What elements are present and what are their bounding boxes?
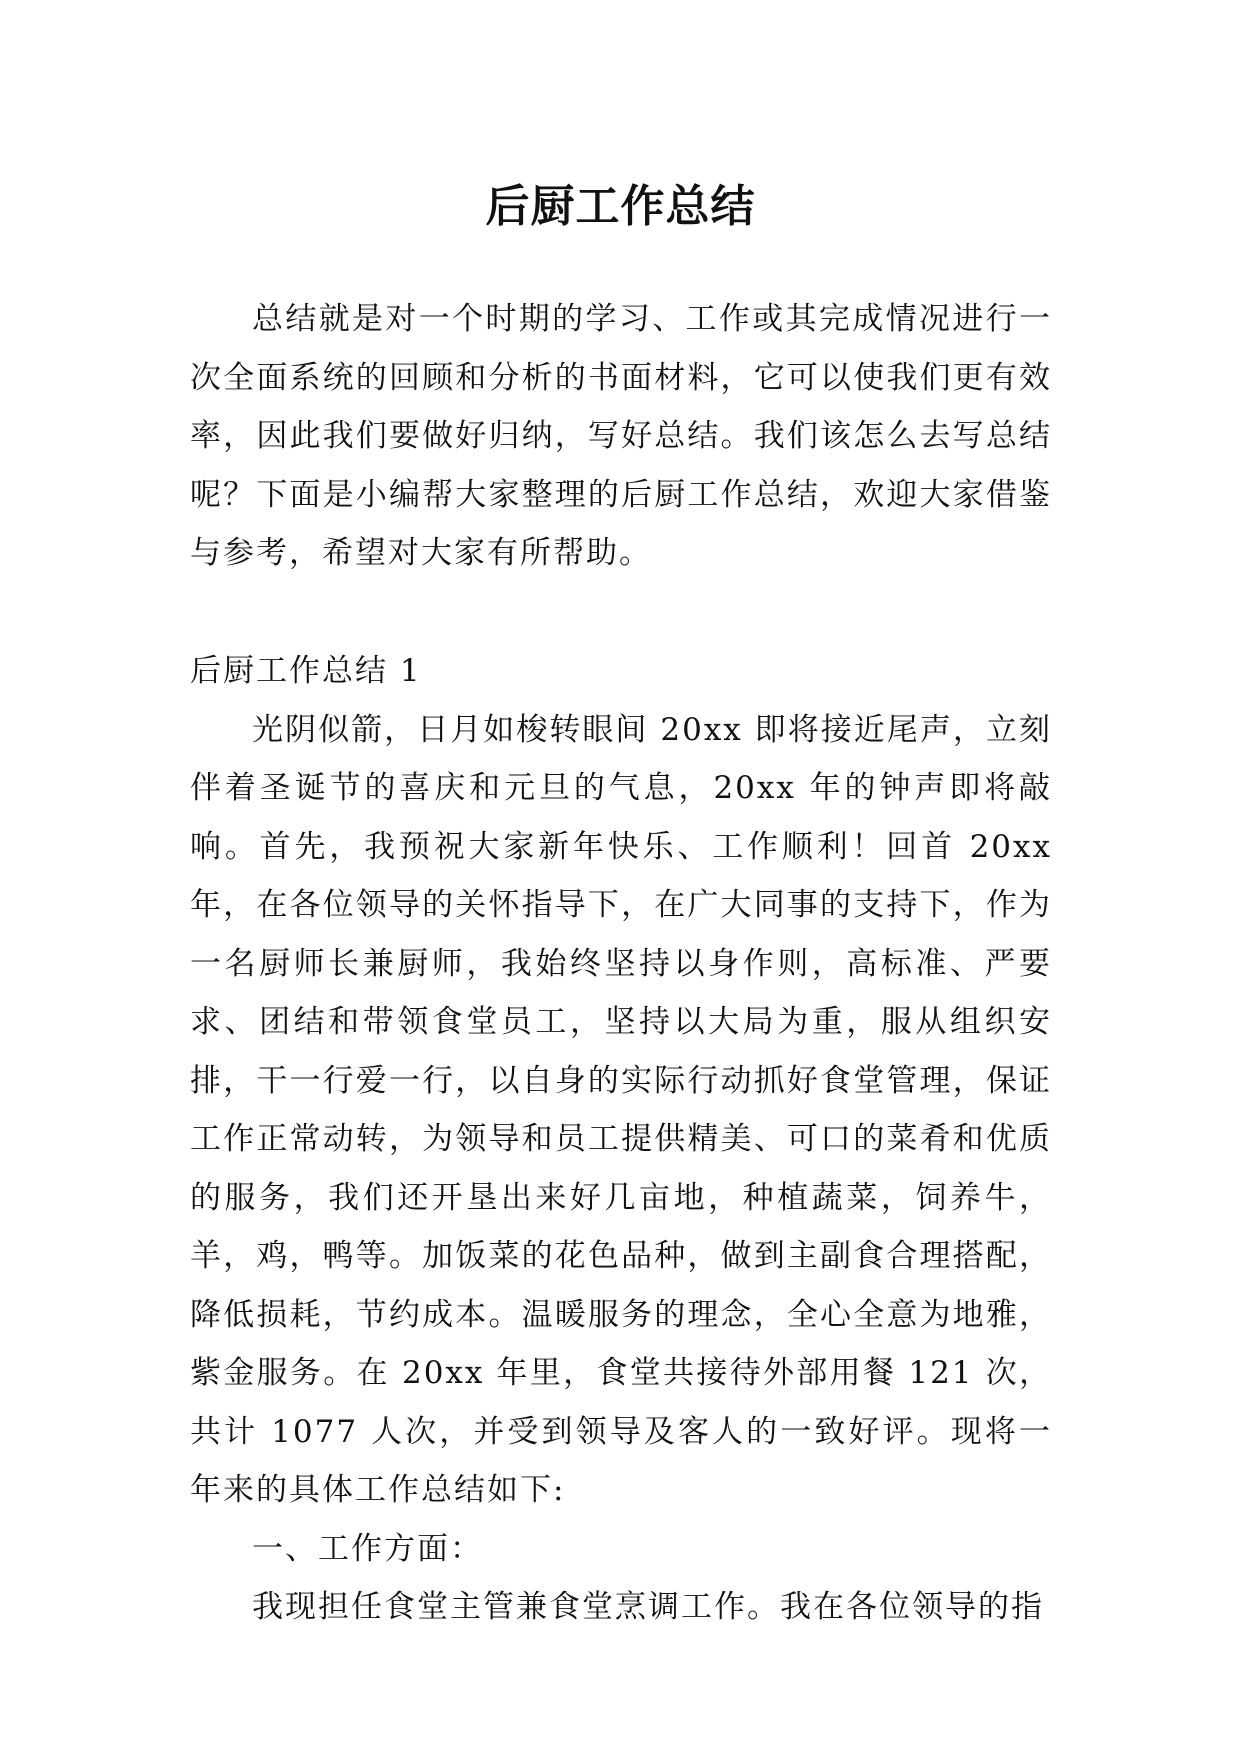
summary-section-1 [190,642,1052,1637]
document-title: 后厨工作总结 [485,181,756,233]
subheading-work: 一、工作方面： [252,1530,483,1567]
intro-paragraph: 总结就是对一个时期的学习、工作或其完成情况进行一次全面系统的回顾和分析的书面材料，它可以使我们更有效率，因此我们要做好归纳，写好总结。我们该怎么去写总结呢？下面是小编帮大家整理的后厨工作总结，欢迎大家借鉴与参考，希望对大家有所帮助。 [190,301,1052,571]
section-heading: 后厨工作总结 1 [190,653,422,689]
body-paragraph-2: 我现担任食堂主管兼食堂烹调工作。我在各位领导的指 [252,1589,1044,1625]
body-paragraph-1: 光阴似箭，日月如梭转眼间 20xx 即将接近尾声，立刻伴着圣诞节的喜庆和元旦的气息，20xx 年的钟声即将敲响。首先，我预祝大家新年快乐、工作顺利！回首 20xx 年，在各位领导的关怀指导下，在广大同事的支持下，作为一名厨师长兼厨师，我始终坚持以身作则，高标准、严要求、团结和带领食堂员工，坚持以大局为重，服从组织安排，干一行爱一行，以自身的实际行动抓好食堂管理，保证工作正常动转，为领导和员工提供精美、可口的菜肴和优质的服务，我们还开垦出来好几亩地，种植蔬菜，饲养牛，羊，鸡，鸭等。加饭菜的花色品种，做到主副食合理搭配，降低损耗，节约成本。温暖服务的理念，全心全意为地雅，紫金服务。在 20xx 年里，食堂共接待外部用餐 121 次，共计 1077 人次，并受到领导及客人的一致好评。现将一年来的具体工作总结如下: [190,711,1052,1508]
intro-section [190,290,1052,583]
